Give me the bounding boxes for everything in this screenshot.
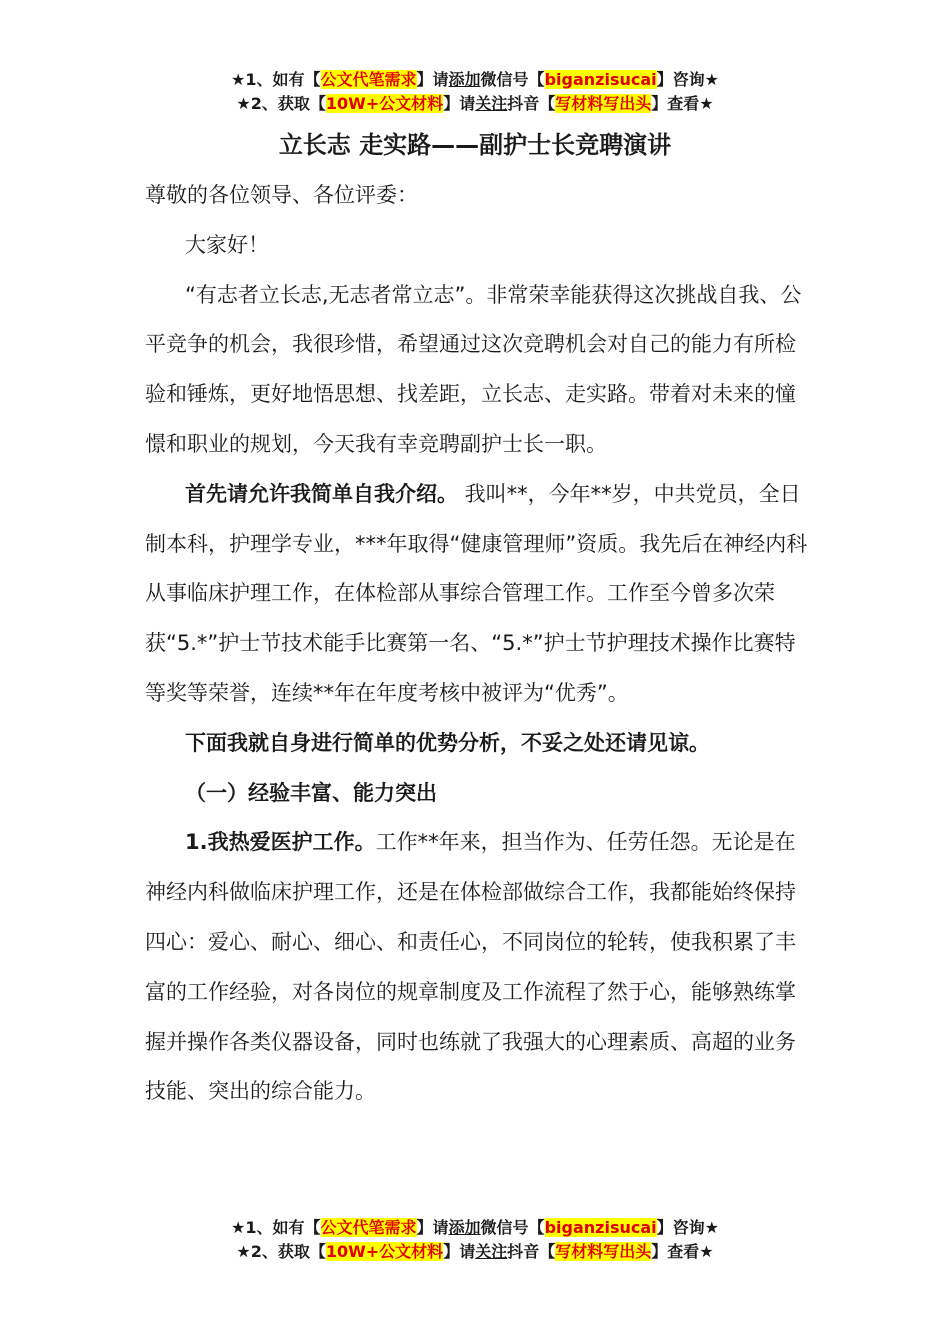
promo-banner-bottom — [0, 1216, 950, 1264]
wechat-id: biganzisucai — [544, 1218, 657, 1237]
highlight-text: 10W+公文材料 — [325, 94, 444, 113]
highlight-text: 10W+公文材料 — [325, 1242, 444, 1261]
paragraph-transition: 下面我就自身进行简单的优势分析，不妥之处还请见谅。 — [185, 730, 710, 755]
promo-line-1: ★1、如有【公文代笔需求】请添加微信号【biganzisucai】咨询★ — [231, 1218, 719, 1237]
promo-banner-top — [0, 68, 950, 116]
paragraph-self-intro: 首先请允许我简单自我介绍。 我叫**，今年**岁，中共党员，全日制本科，护理学专业，***年取得“健康管理师”资质。我先后在神经内科从事临床护理工作，在体检部从事综合管理工作。工作至今曾多次荣获“5.*”护士节技术能手比赛第一名、“5.*”护士节护理技术操作比赛特等奖等荣誉，连续**年在年度考核中被评为“优秀”。 — [145, 481, 808, 705]
salutation: 尊敬的各位领导、各位评委： — [145, 183, 418, 207]
promo-line-1: ★1、如有【公文代笔需求】请添加微信号【biganzisucai】咨询★ — [231, 70, 719, 89]
douyin-account: 写材料写出头 — [555, 1242, 652, 1261]
highlight-text: 公文代笔需求 — [320, 1218, 417, 1237]
greeting: 大家好！ — [185, 232, 269, 257]
douyin-account: 写材料写出头 — [555, 94, 652, 113]
highlight-text: 公文代笔需求 — [320, 70, 417, 89]
promo-line-2: ★2、获取【10W+公文材料】请关注抖音【写材料写出头】查看★ — [236, 1242, 714, 1261]
document-body — [145, 171, 815, 1117]
paragraph-point-1: 1.我热爱医护工作。工作**年来，担当作为、任劳任怨。无论是在神经内科做临床护理工作，还是在体检部做综合工作，我都能始终保持四心：爱心、耐心、细心、和责任心，不同岗位的轮转，使我积累了丰富的工作经验，对各岗位的规章制度及工作流程了然于心，能够熟练掌握并操作各类仪器设备，同时也练就了我强大的心理素质、高超的业务技能、突出的综合能力。 — [145, 830, 796, 1104]
lead-sentence: 首先请允许我简单自我介绍。 — [185, 481, 458, 506]
page-title: 立长志 走实路——副护士长竞聘演讲 — [278, 131, 672, 159]
wechat-id: biganzisucai — [544, 70, 657, 89]
paragraph-intro: “有志者立长志,无志者常立志”。非常荣幸能获得这次挑战自我、公平竞争的机会，我很珍惜，希望通过这次竞聘机会对自己的能力有所检验和锤炼，更好地悟思想、找差距，立长志、走实路。带着对未来的憧憬和职业的规划，今天我有幸竞聘副护士长一职。 — [145, 282, 802, 456]
section-heading: （一）经验丰富、能力突出 — [185, 780, 437, 805]
lead-sentence: 1.我热爱医护工作。 — [185, 830, 376, 855]
promo-line-2: ★2、获取【10W+公文材料】请关注抖音【写材料写出头】查看★ — [236, 94, 714, 113]
